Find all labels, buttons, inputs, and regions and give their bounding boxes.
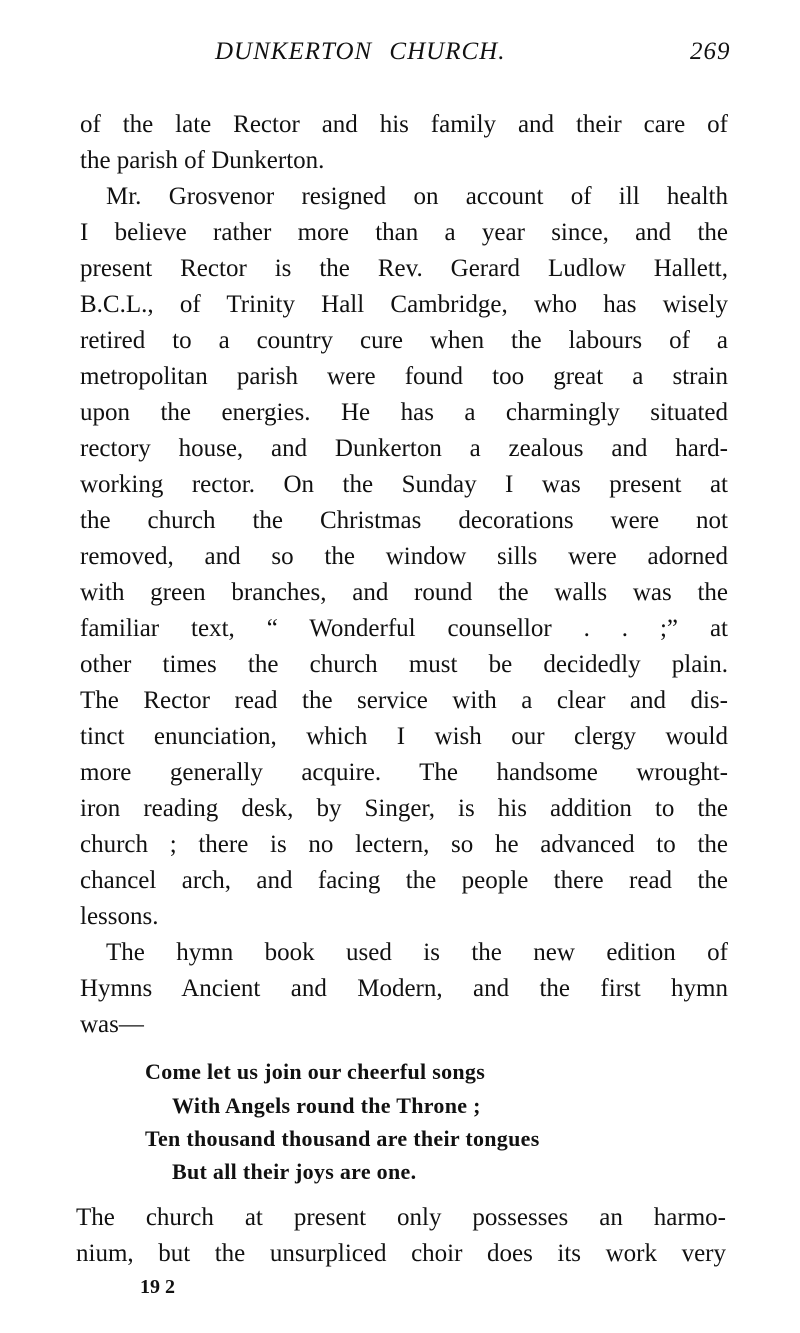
text-line: church ; there is no lectern, so he advanced to the [80, 831, 728, 858]
text-line: nium, but the unsurpliced choir does its work very [76, 1240, 726, 1267]
text-line: working rector. On the Sunday I was present at [80, 471, 728, 498]
signature-mark: 19 2 [140, 1276, 175, 1298]
text-line: upon the energies. He has a charmingly situated [80, 399, 728, 426]
page-number: 269 [690, 38, 731, 65]
verse-line: Ten thousand thousand are their tongues [145, 1126, 540, 1151]
text-line: I believe rather more than a year since, and the [80, 219, 728, 246]
text-line: rectory house, and Dunkerton a zealous and hard- [80, 435, 728, 462]
text-line: the church the Christmas decorations were not [80, 507, 728, 534]
text-line: more generally acquire. The handsome wrought- [80, 759, 728, 786]
text-line: of the late Rector and his family and their care of [80, 111, 728, 138]
text-line: Hymns Ancient and Modern, and the first hymn [80, 975, 728, 1002]
text-line: retired to a country cure when the labours of a [80, 327, 728, 354]
text-line: The Rector read the service with a clear and dis- [80, 687, 728, 714]
verse-line: But all their joys are one. [172, 1159, 417, 1184]
running-title: DUNKERTON CHURCH. [215, 38, 506, 65]
text-line: removed, and so the window sills were adorned [80, 543, 728, 570]
text-line: other times the church must be decidedly plain. [80, 651, 728, 678]
text-line: iron reading desk, by Singer, is his addition to the [80, 795, 728, 822]
verse-line: With Angels round the Throne ; [172, 1093, 481, 1118]
text-line: was— [80, 1011, 144, 1038]
text-line: familiar text, “ Wonderful counsellor . . ;” at [80, 615, 728, 642]
text-line: The hymn book used is the new edition of [106, 939, 728, 966]
text-line: metropolitan parish were found too great a strain [80, 363, 728, 390]
verse-line: Come let us join our cheerful songs [145, 1059, 486, 1084]
text-line: chancel arch, and facing the people there read the [80, 867, 728, 894]
text-line: B.C.L., of Trinity Hall Cambridge, who has wisely [80, 291, 728, 318]
text-line: the parish of Dunkerton. [80, 147, 325, 174]
text-line: lessons. [80, 903, 159, 930]
text-line: The church at present only possesses an harmo- [76, 1204, 726, 1231]
text-line: with green branches, and round the walls was the [80, 579, 728, 606]
text-line: Mr. Grosvenor resigned on account of ill health [106, 183, 728, 210]
text-line: present Rector is the Rev. Gerard Ludlow Hallett, [80, 255, 728, 282]
text-line: tinct enunciation, which I wish our clergy would [80, 723, 728, 750]
